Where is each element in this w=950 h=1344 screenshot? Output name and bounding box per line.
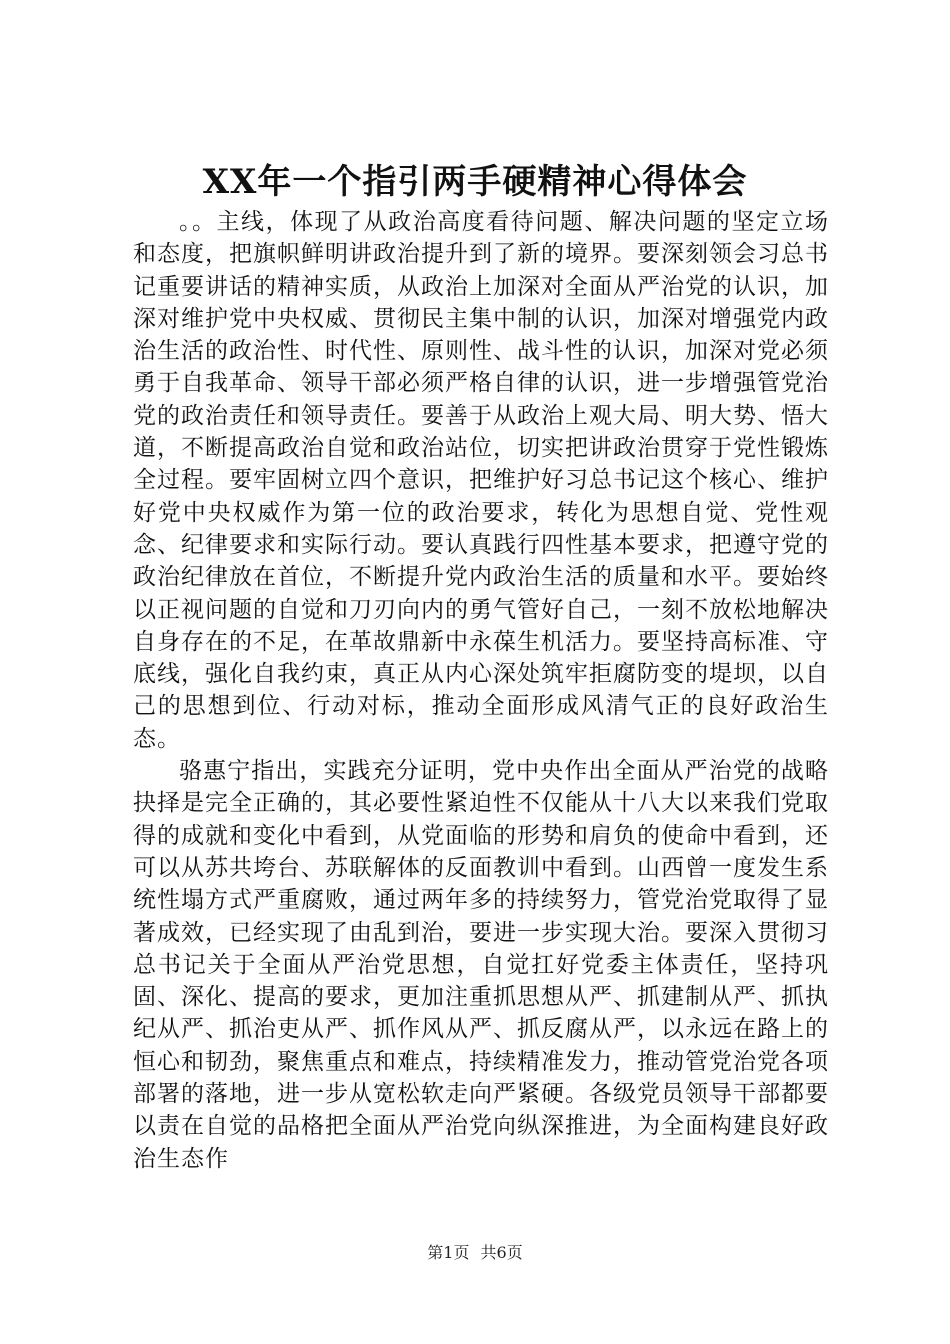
page-footer [0,1242,950,1264]
document-body [133,206,829,1175]
paragraph-1: 。。主线，体现了从政治高度看待问题、解决问题的坚定立场和态度，把旗帜鲜明讲政治提升到了新的境界。要深刻领会习总书记重要讲话的精神实质，从政治上加深对全面从严治党的认识，加深对维护党中央权威、贯彻民主集中制的认识，加深对增强党内政治生活的政治性、时代性、原则性、战斗性的认识，加深对党必须勇于自我革命、领导干部必须严格自律的认识，进一步增强管党治党的政治责任和领导责任。要善于从政治上观大局、明大势、悟大道，不断提高政治自觉和政治站位，切实把讲政治贯穿于党性锻炼全过程。要牢固树立四个意识，把维护好习总书记这个核心、维护好党中央权威作为第一位的政治要求，转化为思想自觉、党性观念、纪律要求和实际行动。要认真践行四性基本要求，把遵守党的政治纪律放在首位，不断提升党内政治生活的质量和水平。要始终以正视问题的自觉和刀刃向内的勇气管好自己，一刻不放松地解决自身存在的不足，在革故鼎新中永葆生机活力。要坚持高标准、守底线，强化自我约束，真正从内心深处筑牢拒腐防变的堤坝，以自己的思想到位、行动对标，推动全面形成风清气正的良好政治生态。 [133,209,829,752]
paragraph-2: 骆惠宁指出，实践充分证明，党中央作出全面从严治党的战略抉择是完全正确的，其必要性紧迫性不仅能从十八大以来我们党取得的成就和变化中看到，从党面临的形势和肩负的使命中看到，还可以从苏共垮台、苏联解体的反面教训中看到。山西曾一度发生系统性塌方式严重腐败，通过两年多的持续努力，管党治党取得了显著成效，已经实现了由乱到治，要进一步实现大治。要深入贯彻习总书记关于全面从严治党思想，自觉扛好党委主体责任，坚持巩固、深化、提高的要求，更加注重抓思想从严、抓建制从严、抓执纪从严、抓治吏从严、抓作风从严、抓反腐从严，以永远在路上的恒心和韧劲，聚焦重点和难点，持续精准发力，推动管党治党各项部署的落地，进一步从宽松软走向严紧硬。各级党员领导干部都要以责在自觉的品格把全面从严治党向纵深推进，为全面构建良好政治生态作 [133,758,829,1172]
page-total: 共6页 [480,1243,523,1262]
document-title: XX年一个指引两手硬精神心得体会 [202,162,748,202]
page-number: 第1页 [427,1243,470,1262]
